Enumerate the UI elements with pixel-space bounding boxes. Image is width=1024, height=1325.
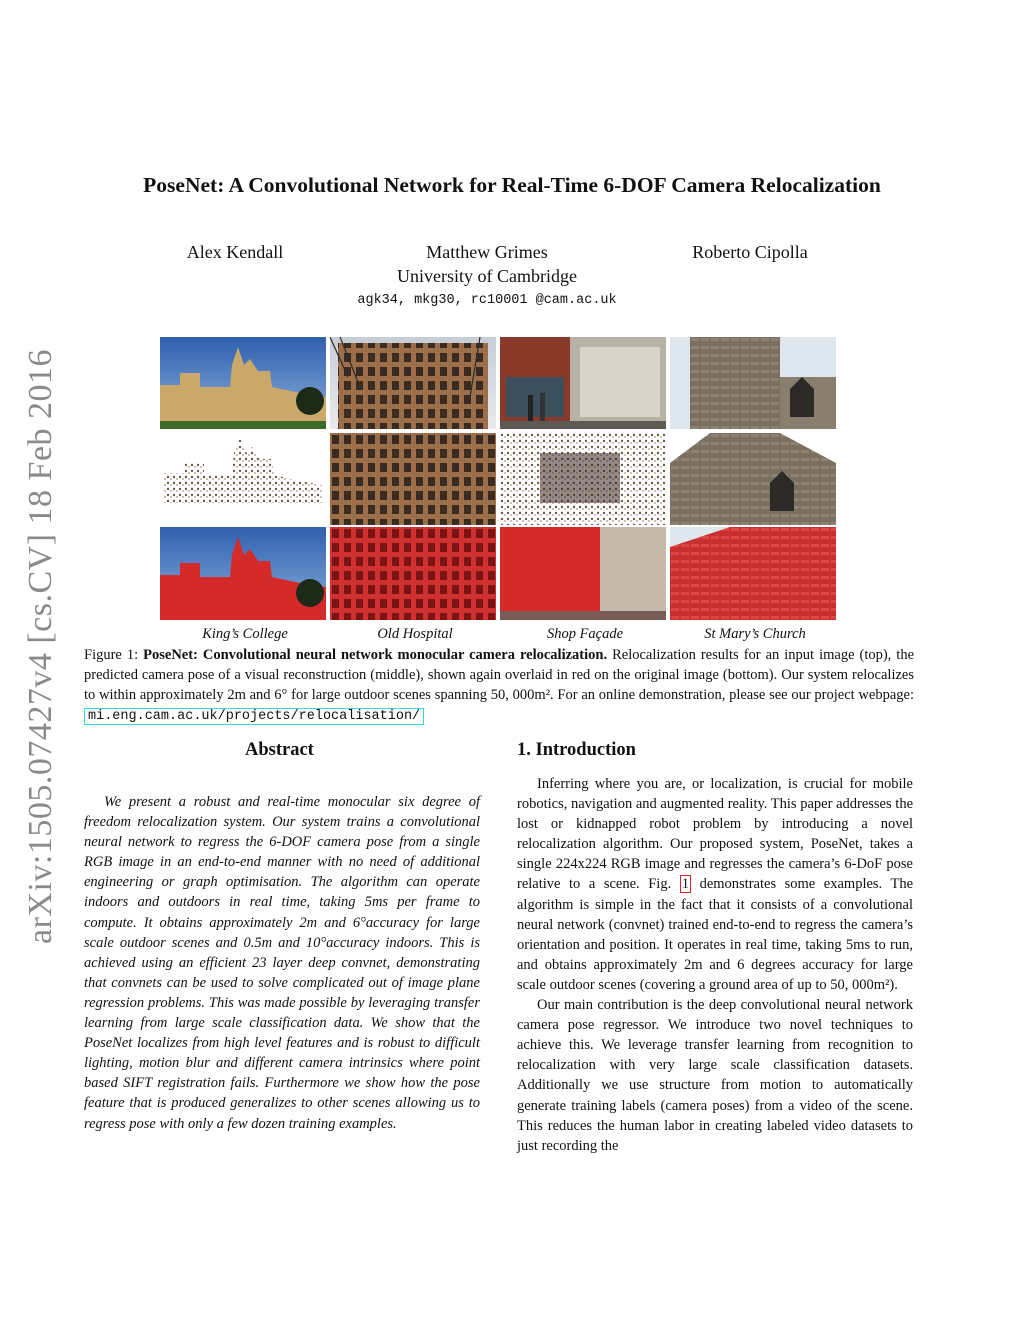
figure-1-reference-link[interactable]: 1 (681, 876, 690, 893)
st-marys-church-reconstruction (670, 433, 836, 525)
old-hospital-photo (330, 337, 496, 429)
st-marys-church-photo (670, 337, 836, 429)
old-hospital-overlay (330, 527, 496, 620)
shop-facade-reconstruction (500, 433, 666, 525)
affiliation: University of Cambridge (397, 266, 577, 286)
scene-label-old-hospital: Old Hospital (377, 626, 453, 642)
intro-p1-part-b: demonstrates some examples. The algorithm is simple in the fact that it consists of a convolutional neural network (convnet) trained end-to-end to regress the camera’s orientation and position. It operates in real time, taking 5ms to run, and obtains approximately 2m and 6 degrees accuracy for large scale outdoor scenes (covering a ground area of up to 50, 000m²). (517, 876, 914, 993)
arxiv-identifier: arXiv:1505.07427v4 [cs.CV] 18 Feb 2016 (22, 348, 59, 944)
project-webpage-link[interactable]: mi.eng.cam.ac.uk/projects/relocalisation/ (84, 708, 424, 725)
scene-label-shop-facade: Shop Façade (546, 626, 624, 642)
caption-bold: PoseNet: Convolutional neural network monocular camera relocalization. (143, 647, 608, 663)
kings-college-overlay (160, 527, 326, 620)
shop-facade-photo (500, 337, 666, 429)
abstract-text (84, 792, 480, 1134)
shop-facade-overlay (500, 527, 666, 620)
introduction-heading: 1. Introduction (517, 740, 636, 760)
st-marys-church-overlay (670, 527, 836, 620)
author-2: Matthew Grimes (426, 242, 548, 262)
intro-paragraph-1 (517, 774, 913, 995)
figure-1-image-grid (160, 337, 836, 620)
intro-p1-part-a: Inferring where you are, or localization, is crucial for mobile robotics, navigation and augmented reality. This paper addresses the lost or kidnapped robot problem by introducing a novel relocalization algorithm. Our proposed system, PoseNet, takes a single 224x224 RGB image and regresses the camera’s 6-DoF pose relative to a scene. Fig. (517, 776, 913, 893)
introduction-text (517, 774, 913, 1156)
caption-prefix: Figure 1: (84, 647, 139, 663)
kings-college-photo (160, 337, 326, 429)
old-hospital-reconstruction (330, 433, 496, 525)
author-emails: agk34, mkg30, rc10001 @cam.ac.uk (357, 293, 617, 308)
figure-1-caption (84, 645, 914, 727)
author-1: Alex Kendall (186, 242, 284, 262)
scene-label-kings-college: King’s College (202, 626, 288, 642)
abstract-paragraph: We present a robust and real-time monocular six degree of freedom relocalization system. Our system trains a convolutional neural network to regress the 6-DOF camera pose from a single RGB image in an end-to-end manner with no need of additional engineering or graph optimisation. The algorithm can operate indoors and outdoors in real time, taking 5ms per frame to compute. It obtains approximately 2m and 6°accuracy for large scale outdoor scenes and 0.5m and 10°accuracy indoors. This is achieved using an efficient 23 layer deep convnet, demonstrating that convnets can be used to solve complicated out of image plane regression problems. This was made possible by leveraging transfer learning from large scale classification data. We show that the PoseNet localizes from high level features and is robust to difficult lighting, motion blur and different camera intrinsics where point based SIFT registration fails. Furthermore we show how the pose feature that is produced generalizes to other scenes allowing us to regress pose with only a few dozen training examples. (84, 794, 480, 1132)
caption-body: Relocalization results for an input image (top), the predicted camera pose of a visual reconstruction (middle), shown again overlaid in red on the original image (bottom). Our system relocalizes to within approximately 2m and 6° for large outdoor scenes spanning 50, 000m². For an online demonstration, please see our project webpage: (84, 647, 915, 703)
paper-title: PoseNet: A Convolutional Network for Real-Time 6-DOF Camera Relocalization (143, 173, 881, 197)
author-3: Roberto Cipolla (692, 242, 808, 262)
intro-paragraph-2: Our main contribution is the deep convolutional neural network camera pose regressor. We introduce two novel techniques to achieve this. We leverage transfer learning from recognition to relocalization with very large scale classification datasets. Additionally we use structure from motion to automatically generate training labels (camera poses) from a video of the scene. This reduces the human labor in creating labeled video datasets to just recording the (517, 997, 913, 1154)
scene-label-st-marys-church: St Mary’s Church (704, 626, 806, 642)
abstract-heading: Abstract (245, 740, 314, 760)
kings-college-reconstruction (160, 433, 326, 525)
